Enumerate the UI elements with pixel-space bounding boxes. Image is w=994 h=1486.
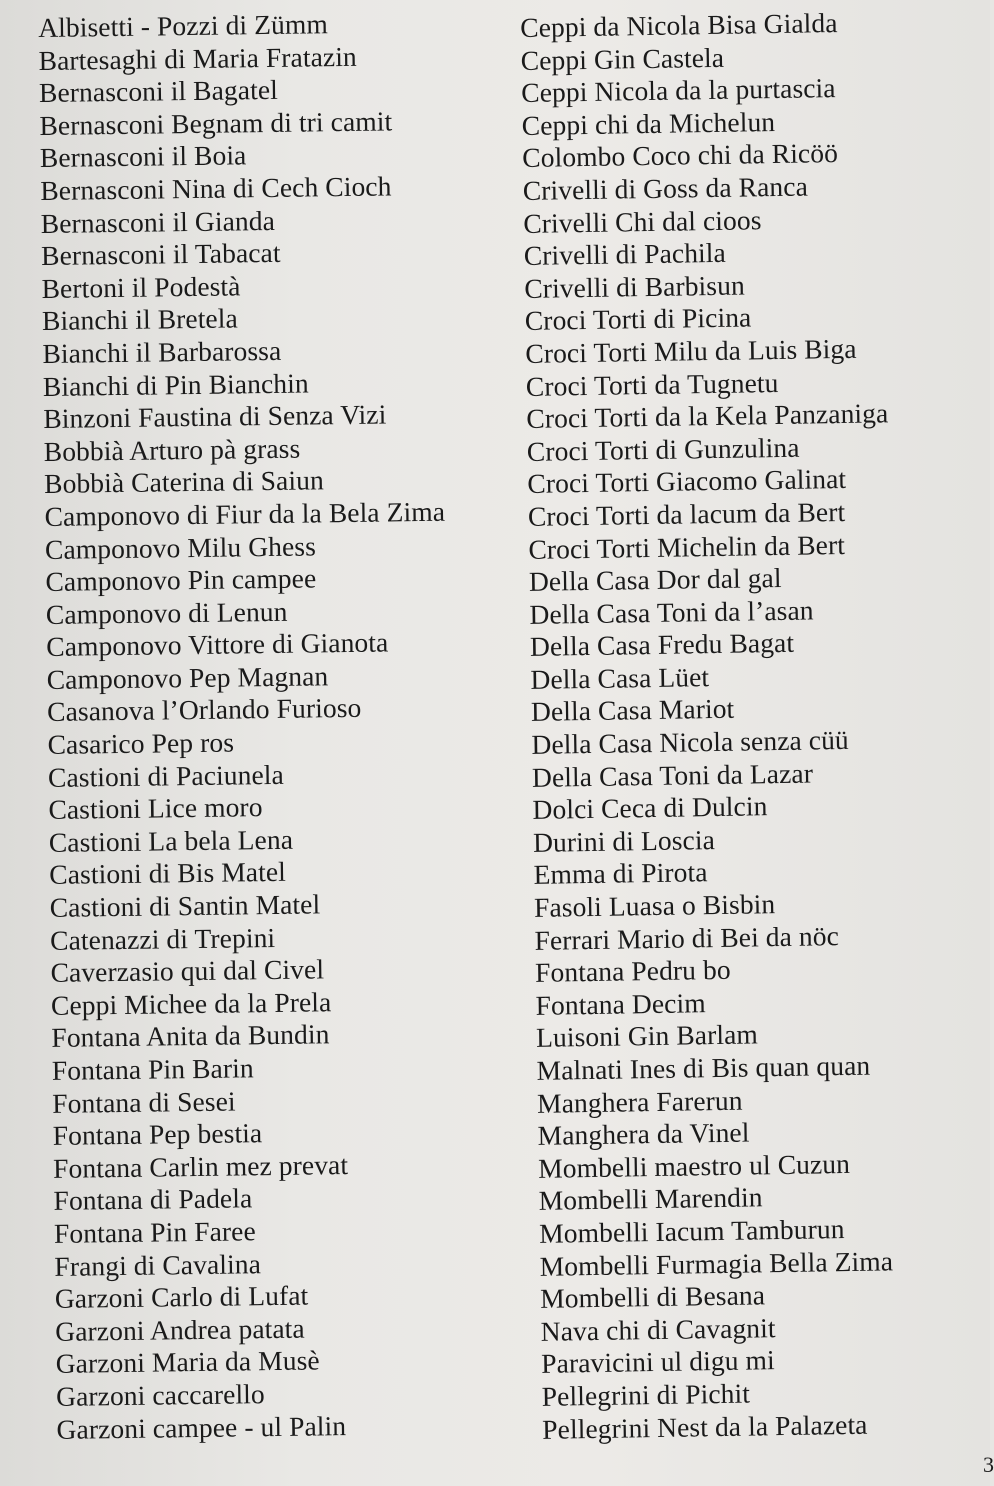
name-entry: Camponovo di Fiur da la Bela Zima — [44, 495, 446, 532]
name-entry: Fontana Decim — [535, 987, 706, 1021]
page-number: 3 — [983, 1452, 994, 1477]
name-entry: Croci Torti da la Kela Panzaniga — [526, 397, 889, 435]
name-entry: Ceppi Nicola da la purtascia — [521, 72, 836, 109]
name-entry: Luisoni Gin Barlam — [535, 1018, 759, 1054]
name-entry: Garzoni Carlo di Lufat — [54, 1279, 309, 1315]
name-entry: Garzoni Andrea patata — [55, 1312, 305, 1347]
name-entry: Mombelli di Besana — [539, 1279, 766, 1314]
name-entry: Ceppi da Nicola Bisa Gialda — [520, 7, 838, 43]
name-entry: Croci Torti di Picina — [524, 301, 752, 337]
name-entry: Bobbià Caterina di Saiun — [43, 464, 325, 500]
name-entry: Casarico Pep ros — [47, 726, 235, 760]
name-entry: Croci Torti da Tugnetu — [525, 366, 779, 402]
name-entry: Fontana Pin Faree — [53, 1215, 256, 1249]
name-entry: Croci Torti di Gunzulina — [526, 431, 800, 467]
name-entry: Bernasconi il Gianda — [40, 204, 276, 239]
name-entry: Ceppi chi da Michelun — [521, 105, 776, 141]
name-entry: Caverzasio qui dal Civel — [50, 953, 325, 989]
name-entry: Della Casa Dor dal gal — [528, 562, 782, 598]
name-entry: Bernasconi il Boia — [39, 139, 247, 174]
name-entry: Paravicini ul digu mi — [540, 1344, 775, 1380]
name-entry: Bianchi di Pin Bianchin — [42, 367, 309, 402]
name-entry: Ferrari Mario di Bei da nöc — [534, 919, 840, 956]
name-entry: Fontana Anita da Bundin — [51, 1018, 330, 1054]
name-entry: Della Casa Fredu Bagat — [529, 627, 795, 663]
name-entry: Fontana Carlin mez prevat — [52, 1148, 349, 1184]
name-entry: Castioni La bela Lena — [48, 823, 294, 858]
name-entry: Fontana di Padela — [53, 1182, 253, 1217]
name-list-right — [520, 6, 904, 1446]
name-entry: Bobbià Arturo pà grass — [43, 432, 301, 467]
name-entry: Della Casa Nicola senza cüü — [531, 723, 850, 760]
name-entry: Fontana Pep bestia — [52, 1117, 263, 1152]
name-list-left — [38, 7, 457, 1446]
name-entry: Bianchi il Bretela — [41, 302, 238, 337]
name-entry: Ceppi Gin Castela — [520, 41, 725, 76]
name-entry: Camponovo di Lenun — [45, 595, 288, 630]
name-entry: Bernasconi Begnam di tri camit — [39, 105, 393, 141]
name-entry: Crivelli di Goss da Ranca — [522, 170, 809, 206]
name-entry: Garzoni caccarello — [55, 1378, 265, 1412]
name-entry: Mombelli maestro ul Cuzun — [537, 1147, 851, 1184]
name-entry: Durini di Loscia — [532, 823, 716, 858]
name-entry: Bartesaghi di Maria Fratazin — [38, 40, 357, 76]
name-entry: Crivelli di Pachila — [523, 236, 727, 272]
name-entry: Malnati Ines di Bis quan quan — [536, 1049, 871, 1086]
name-entry: Dolci Ceca di Dulcin — [532, 790, 768, 826]
name-entry: Pellegrini di Pichit — [541, 1377, 751, 1412]
name-entry: Della Casa Lüet — [530, 660, 710, 695]
name-entry: Croci Torti da lacum da Bert — [527, 495, 846, 532]
name-entry: Fasoli Luasa o Bisbin — [533, 888, 776, 923]
name-entry: Della Casa Mariot — [530, 693, 735, 728]
name-entry: Fontana Pin Barin — [51, 1052, 254, 1086]
name-entry: Crivelli Chi dal cioos — [523, 203, 762, 239]
name-entry: Casanova l’Orlando Furioso — [46, 692, 362, 728]
name-entry: Nava chi di Cavagnit — [540, 1311, 776, 1347]
name-entry: Camponovo Vittore di Gianota — [46, 626, 389, 663]
name-entry: Catenazzi di Trepini — [49, 921, 276, 956]
name-entry: Bertoni il Podestà — [41, 270, 241, 304]
name-entry: Croci Torti Giacomo Galinat — [527, 463, 847, 500]
name-entry: Garzoni campee - ul Palin — [56, 1409, 347, 1445]
name-entry: Castioni di Bis Matel — [49, 856, 287, 891]
name-entry: Emma di Pirota — [533, 856, 708, 891]
name-entry: Colombo Coco chi da Ricöö — [522, 137, 839, 174]
name-entry: Camponovo Milu Ghess — [44, 529, 317, 565]
name-entry: Castioni di Santin Matel — [49, 888, 321, 923]
name-entry: Albisetti - Pozzi di Zümm — [38, 8, 329, 43]
name-entry: Castioni Lice moro — [48, 791, 263, 826]
name-entry: Della Casa Toni da l’asan — [529, 594, 814, 630]
name-entry: Bernasconi il Bagatel — [38, 74, 279, 109]
name-entry: Bernasconi Nina di Cech Cioch — [40, 170, 392, 206]
name-entry: Pellegrini Nest da la Palazeta — [542, 1408, 868, 1445]
name-entry: Ceppi Michee da la Prela — [50, 986, 332, 1021]
name-entry: Bianchi il Barbarossa — [42, 334, 282, 369]
name-entry: Camponovo Pep Magnan — [46, 660, 329, 695]
name-entry: Garzoni Maria da Musè — [55, 1344, 320, 1380]
name-entry: Manghera da Vinel — [537, 1116, 750, 1152]
name-entry: Mombelli Iacum Tamburun — [538, 1213, 845, 1249]
name-entry: Croci Torti Milu da Luis Biga — [525, 332, 857, 369]
name-entry: Castioni di Paciunela — [47, 758, 285, 793]
name-entry: Croci Torti Michelin da Bert — [528, 528, 846, 565]
name-entry: Manghera Farerun — [536, 1084, 743, 1119]
name-entry: Fontana di Sesei — [52, 1085, 236, 1119]
name-entry: Della Casa Toni da Lazar — [531, 757, 814, 793]
name-entry: Mombelli Marendin — [538, 1181, 763, 1217]
name-entry: Bernasconi il Tabacat — [40, 237, 281, 272]
name-entry: Fontana Pedru bo — [534, 954, 731, 989]
name-entry: Camponovo Pin campee — [45, 562, 317, 598]
name-entry: Mombelli Furmagia Bella Zima — [539, 1244, 894, 1282]
name-entry: Frangi di Cavalina — [54, 1247, 262, 1282]
name-entry: Binzoni Faustina di Senza Vizi — [43, 398, 387, 435]
name-entry: Crivelli di Barbisun — [524, 269, 746, 304]
